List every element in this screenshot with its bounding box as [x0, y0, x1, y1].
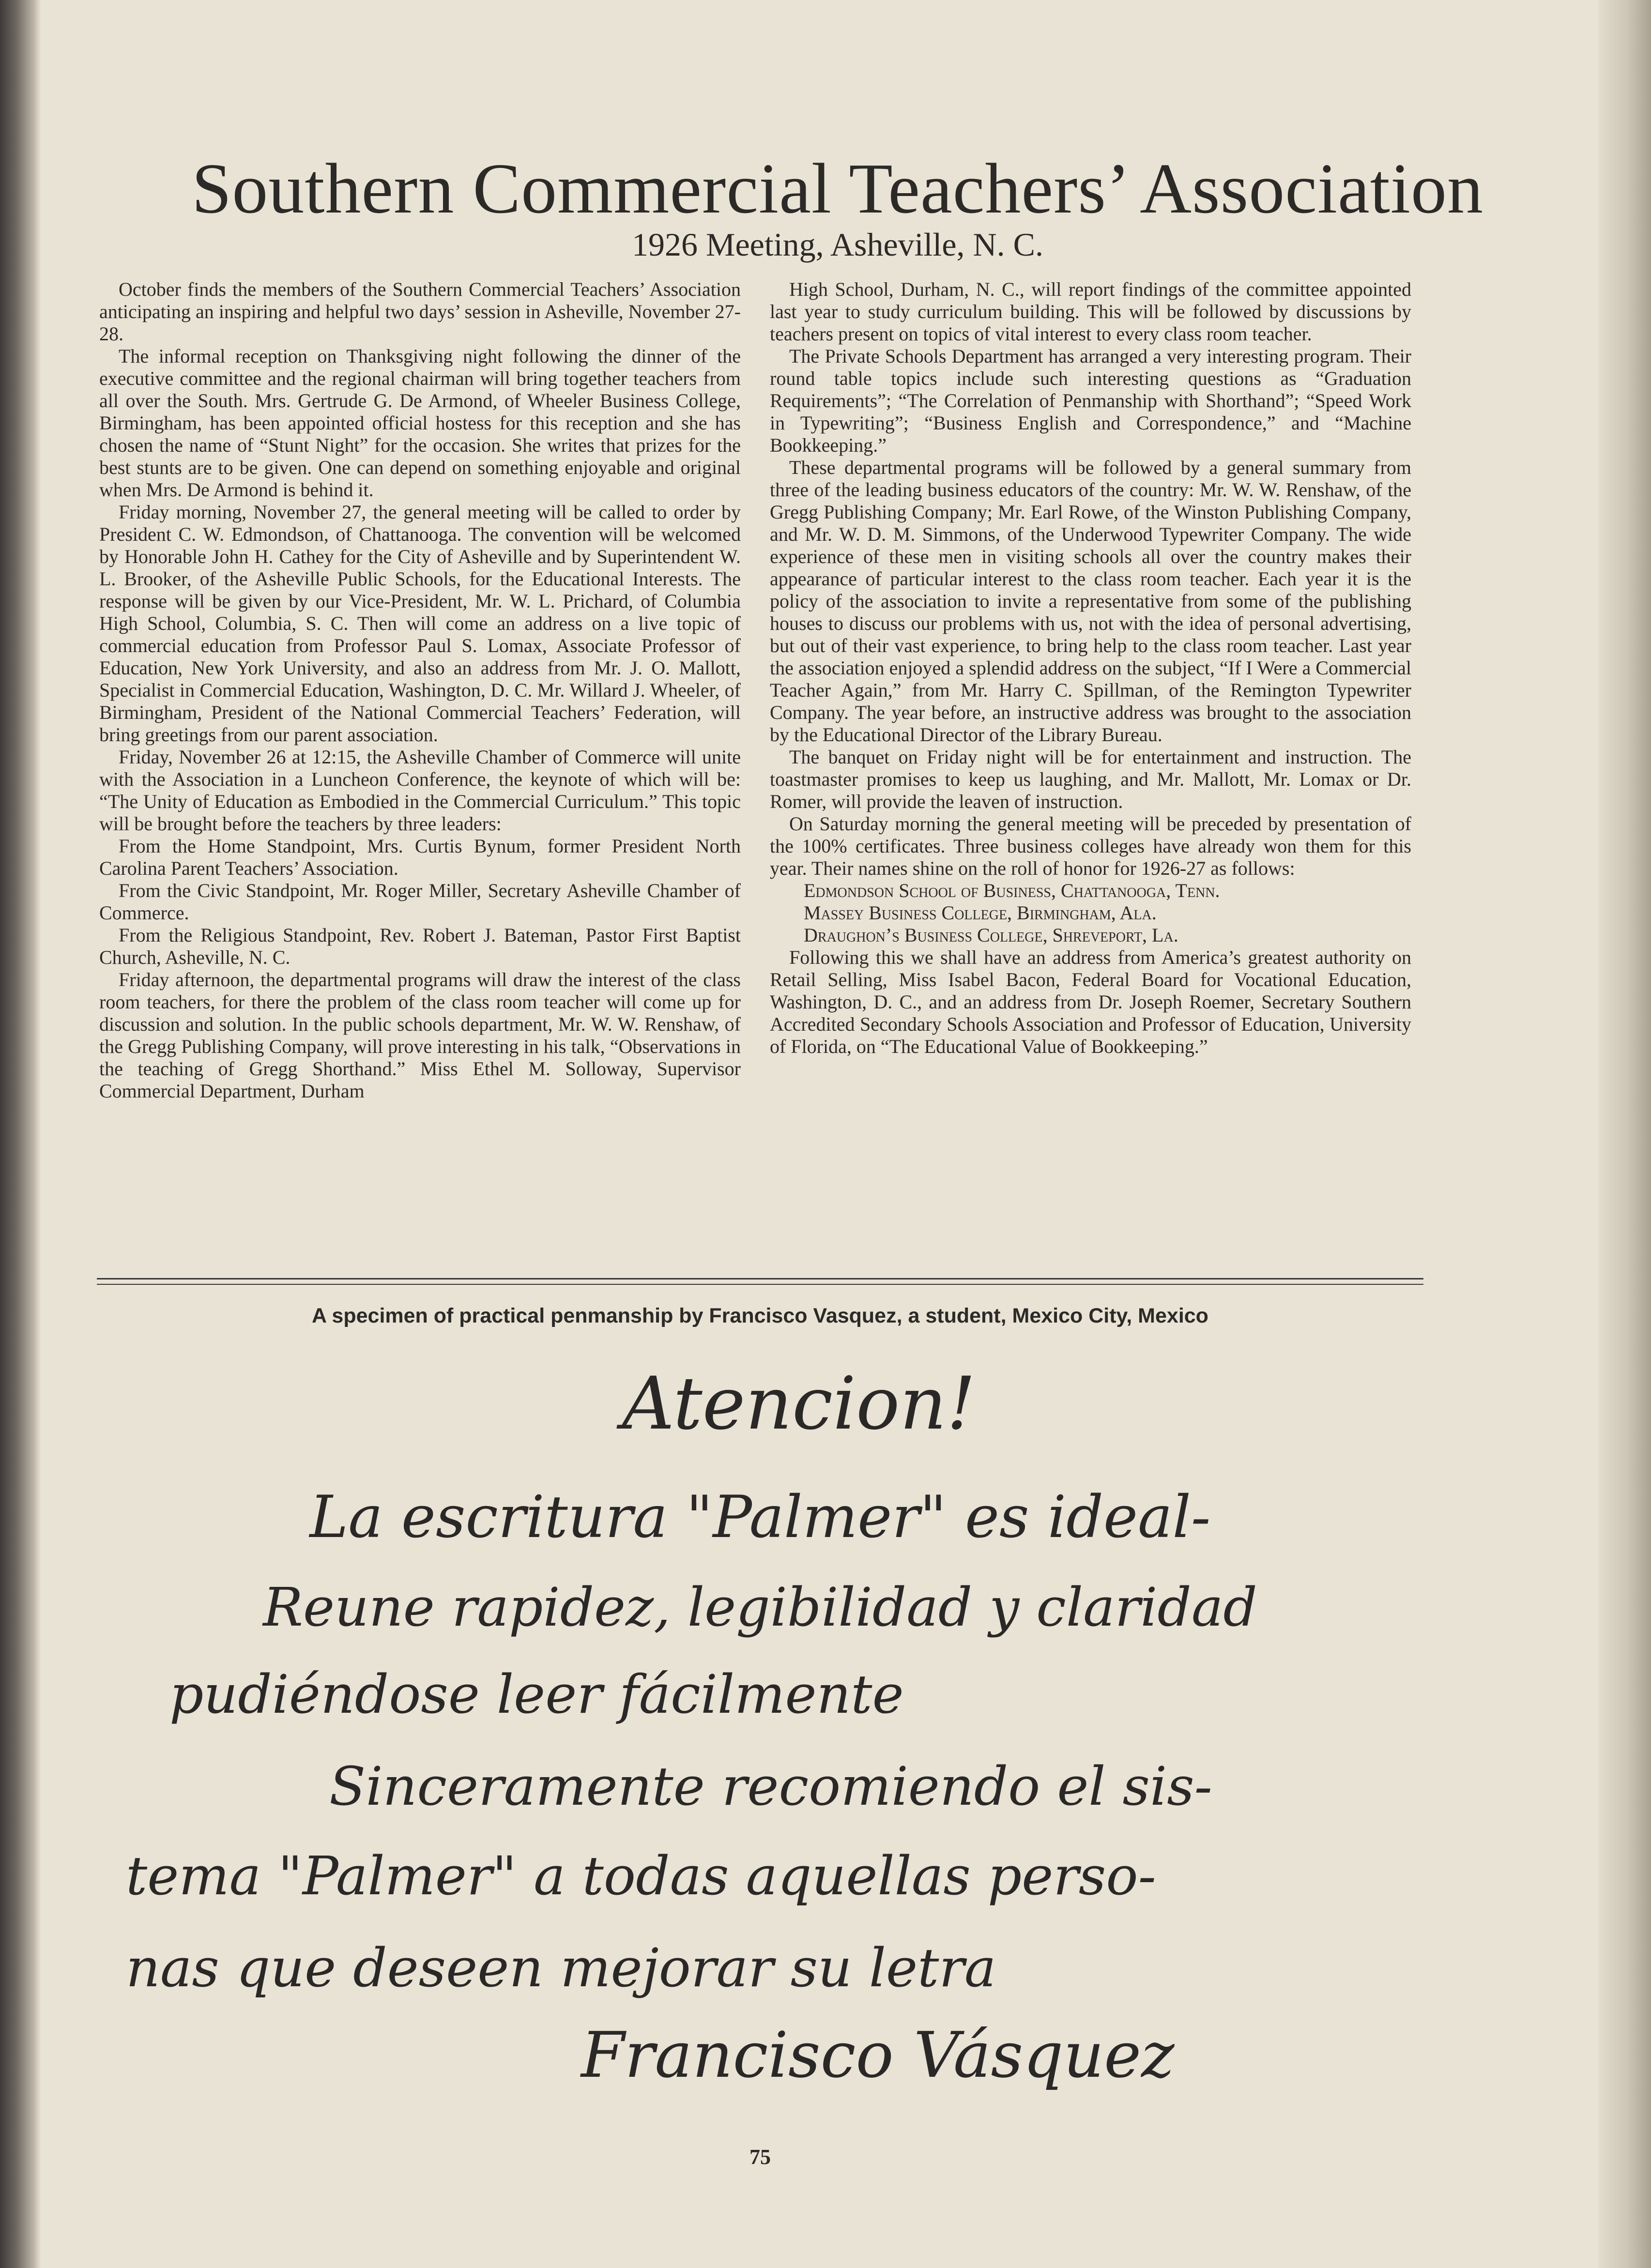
penmanship-text: Sinceramente recomiendo el sis- — [329, 1755, 1212, 1817]
honor-roll-entry: Draughon’s Business College, Shreveport, La. — [804, 924, 1178, 946]
paragraph: The Private Schools Department has arranged a very interesting program. Their round table topics include such interesting questions as “Graduation Requirements”; “The Correlation of Penmanship with Shorthand”; “Speed Work in Typewriting”; “Business English and Correspondence,” and “Machine Bookkeeping.” — [770, 345, 1411, 456]
penmanship-line — [97, 1745, 1423, 1827]
page-number: 75 — [749, 2145, 771, 2169]
penmanship-line — [97, 1835, 1423, 1917]
penmanship-line — [97, 1927, 1423, 2009]
article-title: Southern Commercial Teachers’ Association — [192, 149, 1483, 228]
penmanship-text: Atencion! — [622, 1362, 976, 1446]
article-subtitle: 1926 Meeting, Asheville, N. C. — [632, 226, 1043, 263]
paragraph: These departmental programs will be followed by a general summary from three of the leading business educators of the country: Mr. W. W. Renshaw, of the Gregg Publishing Company; Mr. Earl Rowe, of the Winston Publishing Company, and Mr. W. D. M. Simmons, of the Underwood Typewriter Company. The wide experience of these men in visiting schools all over the country makes their appearance of particular interest to the class room teacher. Each year it is the policy of the association to invite a representative from some of the publishing houses to discuss our problems with us, not with the idea of personal advertising, but out of their vast experience, to bring help to the class room teacher. Last year the association enjoyed a splendid address on the subject, “If I Were a Commercial Teacher Again,” from Mr. Harry C. Spillman, of the Remington Typewriter Company. The year before, an instructive address was brought to the association by the Educational Director of the Library Bureau. — [770, 457, 1411, 746]
penmanship-line — [97, 1355, 1423, 1452]
paragraph: On Saturday morning the general meeting will be preceded by presentation of the 100% certificates. Three business colleges have already won them for this year. Their names shine on the roll of honor for 1926-27 as follows: — [770, 813, 1411, 879]
penmanship-text: pudiéndose leer fácilmente — [169, 1663, 904, 1725]
paragraph: The informal reception on Thanksgiving night following the dinner of the executive committee and the regional chairman will bring together teachers from all over the South. Mrs. Gertrude G. De Armond, of Wheeler Business College, Birmingham, has been appointed official hostess for this reception and she has chosen the name of “Stunt Night” for the occasion. She writes that prizes for the best stunts are to be given. One can depend on something enjoyable and original when Mrs. De Armond is behind it. — [99, 345, 741, 501]
penmanship-line — [97, 1476, 1423, 1559]
specimen-caption: A specimen of practical penmanship by Francisco Vasquez, a student, Mexico City, Mexico — [312, 1304, 1208, 1327]
penmanship-text: La escritura "Palmer" es ideal- — [309, 1484, 1211, 1551]
article-column-right — [770, 278, 1411, 1242]
paragraph: Following this we shall have an address from America’s greatest authority on Retail Selling, Miss Isabel Bacon, Federal Board for Vocational Education, Washington, D. C., and an address from Dr. Joseph Roemer, Secretary Southern Accredited Secondary Schools Association and Professor of Education, University of Florida, on “The Educational Value of Bookkeeping.” — [770, 946, 1411, 1057]
paragraph: Friday afternoon, the departmental programs will draw the interest of the class room teachers, for there the problem of the class room teacher will come up for discussion and solution. In the public schools department, Mr. W. W. Renshaw, of the Gregg Publishing Company, will prove interesting in his talk, “Observations in the teaching of Gregg Shorthand.” Miss Ethel M. Solloway, Supervisor Commercial Department, Durham — [99, 969, 741, 1102]
honor-roll-entry: Edmondson School of Business, Chattanooga, Tenn. — [804, 880, 1220, 901]
section-divider — [97, 1284, 1423, 1285]
penmanship-text: Francisco Vásquez — [581, 2018, 1175, 2092]
paragraph: From the Religious Standpoint, Rev. Robert J. Bateman, Pastor First Baptist Church, Asheville, N. C. — [99, 924, 741, 968]
penmanship-text: Reune rapidez, legibilidad y claridad — [263, 1576, 1257, 1638]
book-binding-shadow — [0, 0, 41, 2268]
article-column-left — [99, 278, 741, 1242]
penmanship-signature — [97, 2009, 1423, 2101]
paragraph: The banquet on Friday night will be for entertainment and instruction. The toastmaster promises to keep us laughing, and Mr. Mallott, Mr. Lomax or Dr. Romer, will provide the leaven of instruction. — [770, 746, 1411, 812]
paragraph: High School, Durham, N. C., will report findings of the committee appointed last year to study curriculum building. This will be followed by discussions by teachers present on topics of vital interest to every class room teacher. — [770, 278, 1411, 345]
paragraph: Friday, November 26 at 12:15, the Asheville Chamber of Commerce will unite with the Association in a Luncheon Conference, the keynote of which will be: “The Unity of Education as Embodied in the Commercial Curriculum.” This topic will be brought before the teachers by three leaders: — [99, 746, 741, 835]
penmanship-line — [97, 1566, 1423, 1648]
paragraph: From the Home Standpoint, Mrs. Curtis Bynum, former President North Carolina Parent Teachers’ Association. — [99, 835, 741, 879]
honor-roll-entry: Massey Business College, Birmingham, Ala. — [804, 902, 1157, 924]
paragraph: October finds the members of the Southern Commercial Teachers’ Association anticipating an inspiring and helpful two days’ session in Asheville, November 27-28. — [99, 278, 741, 345]
paragraph: From the Civic Standpoint, Mr. Roger Miller, Secretary Asheville Chamber of Commerce. — [99, 880, 741, 924]
penmanship-text: tema "Palmer" a todas aquellas perso- — [126, 1845, 1156, 1907]
penmanship-line — [97, 1653, 1423, 1735]
section-divider — [97, 1278, 1423, 1279]
paragraph: Friday morning, November 27, the general meeting will be called to order by President C. W. Edmondson, of Chattanooga. The convention will be welcomed by Honorable John H. Cathey for the City of Asheville and by Superintendent W. L. Brooker, of the Asheville Public Schools, for the Educational Interests. The response will be given by our Vice-President, Mr. W. L. Prichard, of Columbia High School, Columbia, S. C. Then will come an address on a live topic of commercial education from Professor Paul S. Lomax, Associate Professor of Education, New York University, and also an address from Mr. J. O. Mallott, Specialist in Commercial Education, Washington, D. C. Mr. Willard J. Wheeler, of Birmingham, President of the National Commercial Teachers’ Federation, will bring greetings from our parent association. — [99, 501, 741, 746]
page-edge-shadow — [1598, 0, 1651, 2268]
penmanship-text: nas que deseen mejorar su letra — [126, 1937, 996, 1999]
